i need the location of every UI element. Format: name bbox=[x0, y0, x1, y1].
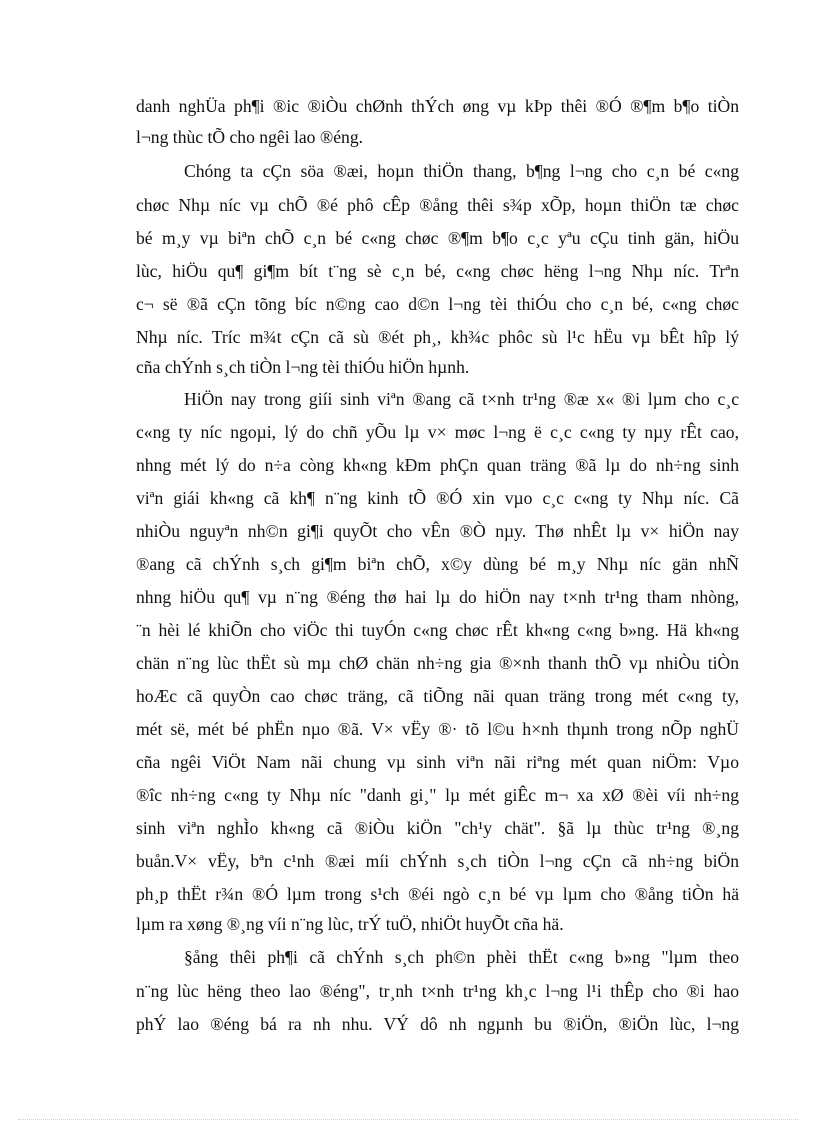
text-line: lùc, hiÖu qu¶ gi¶m bít t¨ng sè c¸n bé, c«ng chøc hëng l¬ng Nhµ níc. Trªn bbox=[136, 261, 739, 281]
text-line: HiÖn nay trong giíi sinh viªn ®ang cã t×nh tr¹ng ®æ x« ®i lµm cho c¸c bbox=[184, 389, 739, 409]
text-line: ph¸p thËt r¾n ®Ó lµm trong s¹ch ®éi ngò c¸n bé vµ lµm cho ®ång tiÒn hä bbox=[136, 884, 739, 904]
text-line: lµm ra xøng ®¸ng víi n¨ng lùc, trÝ tuÖ, nhiÖt huyÕt cña hä. bbox=[136, 914, 564, 934]
text-line: chän n¨ng lùc thËt sù mµ chØ chän nh÷ng gia ®×nh thanh thÕ vµ nhiÒu tiÒn bbox=[136, 653, 739, 673]
text-line: ®îc nh÷ng c«ng ty Nhµ níc "danh gi¸" lµ mét giÊc m¬ xa xØ ®èi víi nh÷ng bbox=[136, 785, 739, 805]
text-line: nhiÒu nguyªn nh©n gi¶i quyÕt cho vÊn ®Ò nµy. Thø nhÊt lµ v× hiÖn nay bbox=[136, 521, 739, 541]
text-line: sinh viªn nghÌo kh«ng cã ®iÒu kiÖn "ch¹y chät". §ã lµ thùc tr¹ng ®¸ng bbox=[136, 818, 739, 838]
text-line: Nhµ níc. Tríc m¾t cÇn cã sù ®ét ph¸, kh¾c phôc sù l¹c hËu vµ bÊt hîp lý bbox=[136, 327, 739, 347]
text-line: nhng hiÖu qu¶ vµ n¨ng ®éng thø hai lµ do hiÖn nay t×nh tr¹ng tham nhòng, bbox=[136, 587, 739, 607]
text-line: Chóng ta cÇn söa ®æi, hoµn thiÖn thang, b¶ng l¬ng cho c¸n bé c«ng bbox=[184, 161, 739, 181]
text-line: hoÆc cã quyÒn cao chøc träng, cã tiÕng nãi quan träng trong mét c«ng ty, bbox=[136, 686, 739, 706]
text-line: mét së, mét bé phËn nµo ®ã. V× vËy ®· tõ l©u h×nh thµnh trong nÕp nghÜ bbox=[136, 719, 739, 739]
text-line: nhng mét lý do n÷a còng kh«ng kÐm phÇn quan träng ®ã lµ do nh÷ng sinh bbox=[136, 455, 739, 475]
text-line: c«ng ty níc ngoµi, lý do chñ yÕu lµ v× møc l¬ng ë c¸c c«ng ty nµy rÊt cao, bbox=[136, 422, 739, 442]
text-line: buån.V× vËy, bªn c¹nh ®æi míi chÝnh s¸ch tiÒn l¬ng cÇn cã nh÷ng biÖn bbox=[136, 851, 739, 871]
footer-divider bbox=[18, 1119, 798, 1120]
text-line: c¬ së ®ã cÇn tõng bíc n©ng cao d©n l¬ng tèi thiÓu cho c¸n bé, c«ng chøc bbox=[136, 294, 739, 314]
text-line: ®ang cã chÝnh s¸ch gi¶m biªn chÕ, x©y dùng bé m¸y Nhµ níc gän nhÑ bbox=[136, 554, 739, 574]
text-line: n¨ng lùc hëng theo lao ®éng", tr¸nh t×nh tr¹ng kh¸c l¬ng l¹i thÊp cho ®i hao bbox=[136, 981, 739, 1001]
text-line: phÝ lao ®éng bá ra nh nhu. VÝ dô nh ngµnh bu ®iÖn, ®iÖn lùc, l¬ng bbox=[136, 1014, 739, 1034]
text-line: viªn giái kh«ng cã kh¶ n¨ng kinh tÕ ®Ó xin vµo c¸c c«ng ty Nhµ níc. Cã bbox=[136, 488, 739, 508]
text-line: ¨n hèi lé khiÕn cho viÖc thi tuyÓn c«ng chøc rÊt kh«ng c«ng b»ng. Hä kh«ng bbox=[136, 620, 739, 640]
text-line: bé m¸y vµ biªn chÕ c¸n bé c«ng chøc ®¶m b¶o c¸c yªu cÇu tinh gän, hiÖu bbox=[136, 228, 739, 248]
text-line: cña chÝnh s¸ch tiÒn l¬ng tèi thiÓu hiÖn hµnh. bbox=[136, 357, 470, 377]
text-line: chøc Nhµ níc vµ chÕ ®é phô cÊp ®ång thêi s¾p xÕp, hoµn thiÖn tæ chøc bbox=[136, 195, 739, 215]
text-line: danh nghÜa ph¶i ®ic ®iÒu chØnh thÝch øng vµ kÞp thêi ®Ó ®¶m b¶o tiÒn bbox=[136, 96, 739, 116]
text-line: §ång thêi ph¶i cã chÝnh s¸ch ph©n phèi thËt c«ng b»ng "lµm theo bbox=[184, 947, 739, 967]
text-line: l¬ng thùc tÕ cho ngêi lao ®éng. bbox=[136, 127, 364, 147]
text-line: cña ngêi ViÖt Nam nãi chung vµ sinh viªn nãi riªng mét quan niÖm: Vµo bbox=[136, 752, 739, 772]
